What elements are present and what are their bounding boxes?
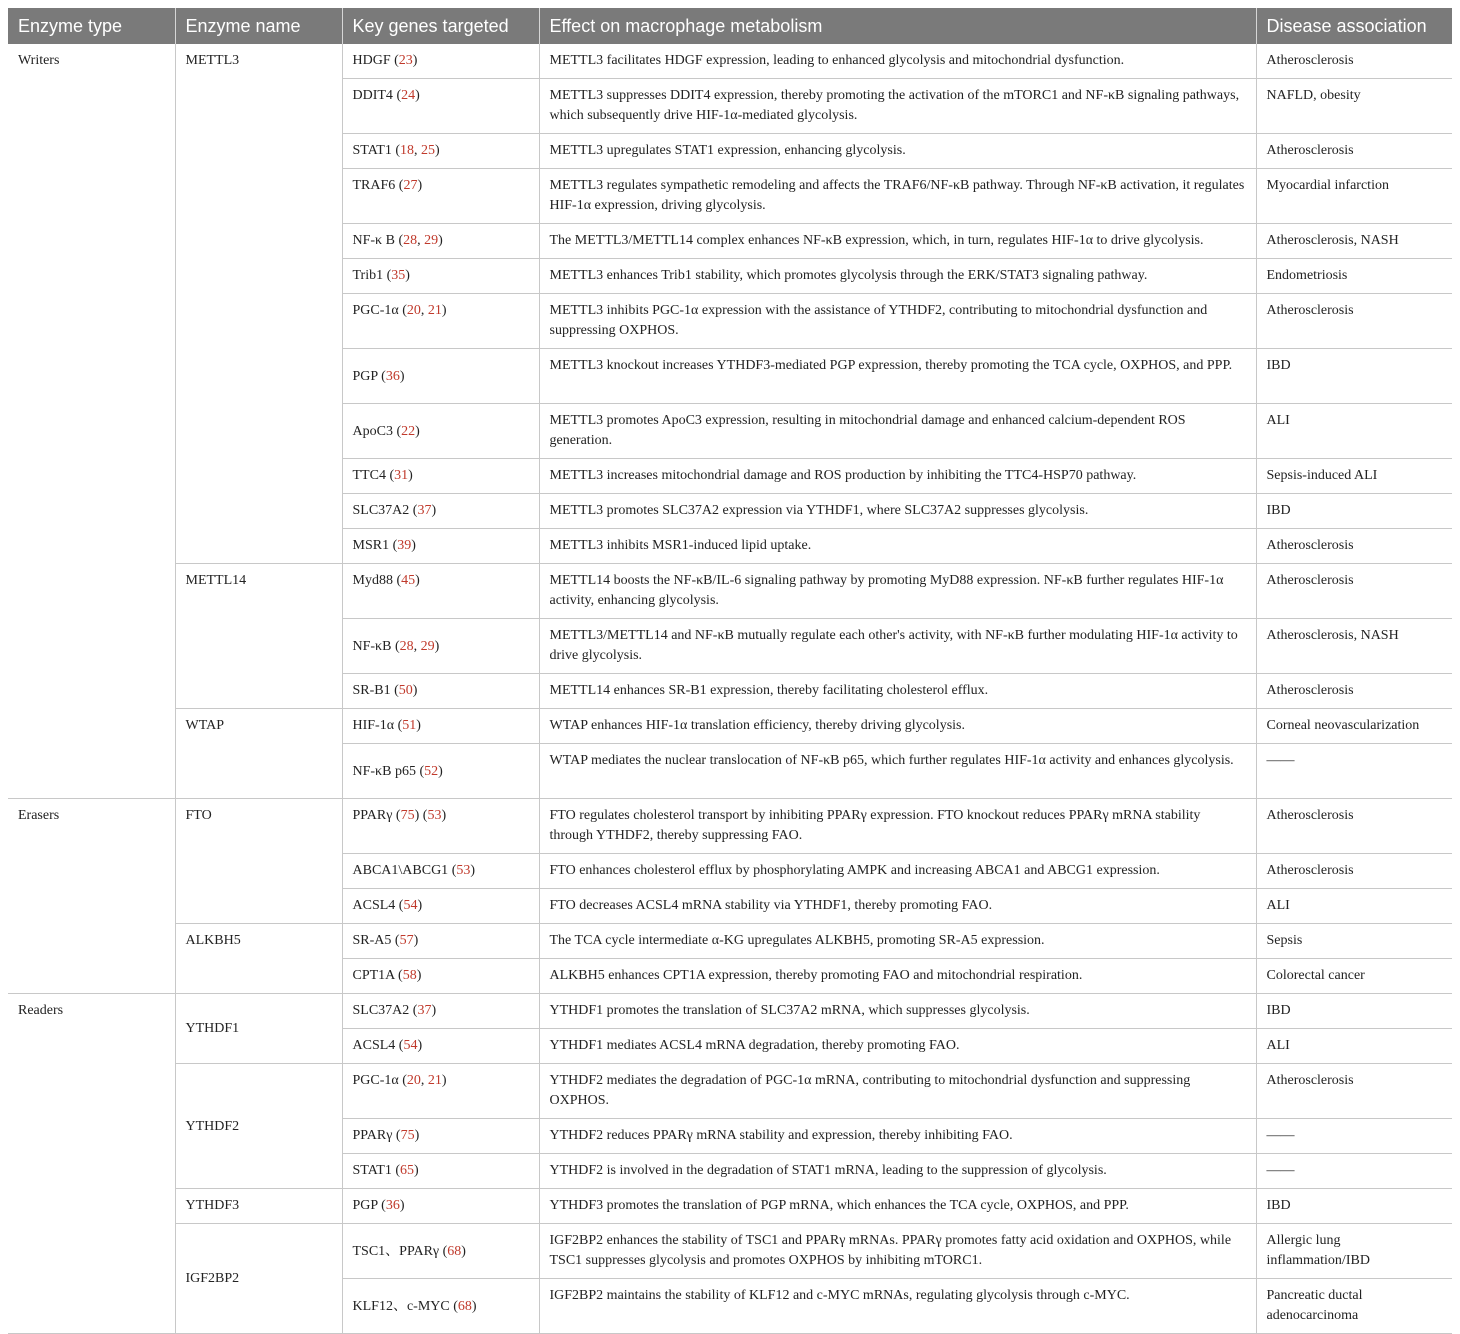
effect-cell: METTL3 suppresses DDIT4 expression, thereby promoting the activation of the mTORC1 and NF-κB signaling pathways, which subsequently drive HIF-1α-mediated glycolysis. [539,79,1256,134]
effect-cell: METTL3 promotes SLC37A2 expression via YTHDF1, where SLC37A2 suppresses glycolysis. [539,494,1256,529]
enzyme-name-cell: YTHDF1 [175,994,342,1064]
disease-cell: Endometriosis [1256,259,1452,294]
disease-cell: Atherosclerosis [1256,44,1452,79]
disease-cell: Atherosclerosis, NASH [1256,619,1452,674]
reference-link[interactable]: 20 [406,1073,421,1088]
gene-cell: Myd88 (45) [342,564,539,619]
header-effect: Effect on macrophage metabolism [539,8,1256,44]
gene-cell: MSR1 (39) [342,529,539,564]
table-row [8,1224,1452,1279]
disease-cell: —— [1256,1154,1452,1189]
gene-name: SR-B1 [352,683,391,698]
enzyme-name-cell: METTL3 [175,44,342,564]
disease-cell: NAFLD, obesity [1256,79,1452,134]
gene-cell: NF-κB p65 (52) [342,744,539,799]
disease-cell: Atherosclerosis [1256,1064,1452,1119]
table-row [8,1189,1452,1224]
gene-cell: PPARγ (75) [342,1119,539,1154]
disease-cell: Myocardial infarction [1256,169,1452,224]
gene-name: SLC37A2 [352,503,410,518]
reference-link[interactable]: 29 [420,638,435,654]
gene-name: CPT1A [352,968,395,983]
header-enzyme-type: Enzyme type [8,8,175,44]
reference-link[interactable]: 58 [402,968,417,983]
effect-cell: METTL3 upregulates STAT1 expression, enhancing glycolysis. [539,134,1256,169]
enzyme-name-cell: WTAP [175,709,342,799]
reference-link[interactable]: 68 [447,1243,462,1259]
reference-link[interactable]: 21 [427,1073,442,1088]
gene-cell: ACSL4 (54) [342,1029,539,1064]
enzyme-type-cell: Erasers [8,799,175,994]
gene-name: NF-κB p65 [352,763,416,779]
reference-link[interactable]: 37 [417,1003,432,1018]
gene-name: PGC-1α [352,1073,399,1088]
reference-link[interactable]: 29 [424,233,439,248]
gene-name: MSR1 [352,538,390,553]
disease-cell: IBD [1256,494,1452,529]
effect-cell: METTL3 regulates sympathetic remodeling and affects the TRAF6/NF-κB pathway. Through NF-κB activation, it regulates HIF-1α expression, driving glycolysis. [539,169,1256,224]
gene-cell: SLC37A2 (37) [342,494,539,529]
disease-cell: Allergic lung inflammation/IBD [1256,1224,1452,1279]
gene-name: Trib1 [352,268,384,283]
gene-cell: TSC1、PPARγ (68) [342,1224,539,1279]
disease-cell: Sepsis [1256,924,1452,959]
gene-name: STAT1 [352,143,392,158]
reference-link[interactable]: 65 [400,1163,414,1178]
disease-cell: Colorectal cancer [1256,959,1452,994]
reference-link[interactable]: 28 [399,638,414,654]
gene-cell: ApoC3 (22) [342,404,539,459]
gene-cell: PGC-1α (20, 21) [342,1064,539,1119]
effect-cell: METTL3 facilitates HDGF expression, leading to enhanced glycolysis and mitochondrial dysfunction. [539,44,1256,79]
disease-cell: —— [1256,744,1452,799]
gene-cell: NF-κ B (28, 29) [342,224,539,259]
enzyme-name-cell: FTO [175,799,342,924]
gene-cell: STAT1 (18, 25) [342,134,539,169]
table-row [8,564,1452,619]
effect-cell: IGF2BP2 enhances the stability of TSC1 and PPARγ mRNAs. PPARγ promotes fatty acid oxidation and OXPHOS, while TSC1 suppresses glycolysis and promotes OXPHOS by inhibiting mTORC1. [539,1224,1256,1279]
gene-cell: PGP (36) [342,349,539,404]
disease-cell: Atherosclerosis [1256,294,1452,349]
disease-cell: Atherosclerosis [1256,529,1452,564]
gene-name: HIF-1α [352,718,395,733]
gene-cell: PPARγ (75) (53) [342,799,539,854]
gene-cell: SLC37A2 (37) [342,994,539,1029]
effect-cell: METTL3 promotes ApoC3 expression, resulting in mitochondrial damage and enhanced calcium-dependent ROS generation. [539,404,1256,459]
effect-cell: WTAP enhances HIF-1α translation efficiency, thereby driving glycolysis. [539,709,1256,744]
reference-link[interactable]: 51 [402,718,417,733]
table-row [8,44,1452,79]
disease-cell: Corneal neovascularization [1256,709,1452,744]
reference-link[interactable]: 75 [400,808,415,823]
table-row [8,1064,1452,1119]
gene-cell: Trib1 (35) [342,259,539,294]
effect-cell: METTL3 inhibits MSR1-induced lipid uptake. [539,529,1256,564]
header-disease: Disease association [1256,8,1452,44]
gene-cell: PGC-1α (20, 21) [342,294,539,349]
gene-name: SLC37A2 [352,1003,410,1018]
table-row [8,709,1452,744]
reference-link[interactable]: 31 [394,468,409,483]
effect-cell: FTO decreases ACSL4 mRNA stability via YTHDF1, thereby promoting FAO. [539,889,1256,924]
gene-name: DDIT4 [352,88,393,103]
enzyme-type-cell: Writers [8,44,175,799]
effect-cell: METTL3 increases mitochondrial damage and ROS production by inhibiting the TTC4-HSP70 pathway. [539,459,1256,494]
reference-link[interactable]: 22 [401,423,416,439]
reference-link[interactable]: 21 [427,303,442,318]
header-enzyme-name: Enzyme name [175,8,342,44]
gene-cell: TRAF6 (27) [342,169,539,224]
gene-name: ACSL4 [352,898,396,913]
gene-name: PGP [352,368,378,384]
effect-cell: METTL14 boosts the NF-κB/IL-6 signaling pathway by promoting MyD88 expression. NF-κB further regulates HIF-1α activity, enhancing glycolysis. [539,564,1256,619]
gene-cell: ABCA1\ABCG1 (53) [342,854,539,889]
gene-name: KLF12、c-MYC [352,1298,450,1314]
gene-cell: SR-B1 (50) [342,674,539,709]
gene-name: TSC1、PPARγ [352,1243,440,1259]
reference-link[interactable]: 24 [401,88,416,103]
reference-link[interactable]: 57 [399,933,414,948]
disease-cell: Atherosclerosis [1256,799,1452,854]
reference-link[interactable]: 45 [401,573,416,588]
effect-cell: YTHDF1 mediates ACSL4 mRNA degradation, thereby promoting FAO. [539,1029,1256,1064]
effect-cell: WTAP mediates the nuclear translocation of NF-κB p65, which further regulates HIF-1α activity and enhances glycolysis. [539,744,1256,799]
disease-cell: Atherosclerosis [1256,674,1452,709]
gene-name: NF-κ B [352,233,395,248]
reference-link[interactable]: 53 [456,863,471,878]
effect-cell: FTO enhances cholesterol efflux by phosphorylating AMPK and increasing ABCA1 and ABCG1 expression. [539,854,1256,889]
effect-cell: METTL3 inhibits PGC-1α expression with the assistance of YTHDF2, contributing to mitochondrial dysfunction and suppressing OXPHOS. [539,294,1256,349]
table-header-row [8,8,1452,44]
gene-cell: CPT1A (58) [342,959,539,994]
effect-cell: The METTL3/METTL14 complex enhances NF-κB expression, which, in turn, regulates HIF-1α to drive glycolysis. [539,224,1256,259]
gene-name: HDGF [352,53,391,68]
gene-name: Myd88 [352,573,393,588]
gene-cell: PGP (36) [342,1189,539,1224]
reference-link[interactable]: 36 [385,368,400,384]
enzyme-type-cell: Readers [8,994,175,1334]
gene-name: PGP [352,1198,378,1213]
gene-name: PPARγ [352,1128,393,1143]
gene-name: STAT1 [352,1163,392,1178]
reference-link[interactable]: 36 [385,1198,400,1213]
disease-cell: ALI [1256,404,1452,459]
disease-cell: IBD [1256,994,1452,1029]
reference-link[interactable]: 53 [427,808,442,823]
disease-cell: Atherosclerosis [1256,854,1452,889]
effect-cell: YTHDF3 promotes the translation of PGP mRNA, which enhances the TCA cycle, OXPHOS, and PPP. [539,1189,1256,1224]
gene-cell: HIF-1α (51) [342,709,539,744]
table-row [8,799,1452,854]
gene-cell: DDIT4 (24) [342,79,539,134]
enzyme-name-cell: IGF2BP2 [175,1224,342,1334]
effect-cell: ALKBH5 enhances CPT1A expression, thereby promoting FAO and mitochondrial respiration. [539,959,1256,994]
gene-cell: SR-A5 (57) [342,924,539,959]
reference-link[interactable]: 28 [403,233,418,248]
reference-link[interactable]: 54 [403,898,418,913]
effect-cell: YTHDF2 reduces PPARγ mRNA stability and expression, thereby inhibiting FAO. [539,1119,1256,1154]
reference-link[interactable]: 27 [403,178,418,193]
gene-cell: TTC4 (31) [342,459,539,494]
disease-cell: Atherosclerosis [1256,564,1452,619]
reference-link[interactable]: 35 [391,268,406,283]
enzyme-name-cell: ALKBH5 [175,924,342,994]
reference-link[interactable]: 52 [424,763,439,779]
disease-cell: Pancreatic ductal adenocarcinoma [1256,1279,1452,1334]
gene-name: NF-κB [352,638,392,654]
gene-name: SR-A5 [352,933,392,948]
disease-cell: ALI [1256,1029,1452,1064]
reference-link[interactable]: 75 [400,1128,415,1143]
reference-link[interactable]: 25 [421,143,435,158]
reference-link[interactable]: 50 [398,683,413,698]
disease-cell: Atherosclerosis [1256,134,1452,169]
reference-link[interactable]: 18 [400,143,414,158]
gene-cell: ACSL4 (54) [342,889,539,924]
effect-cell: YTHDF1 promotes the translation of SLC37A2 mRNA, which suppresses glycolysis. [539,994,1256,1029]
enzyme-table [8,8,1452,1334]
disease-cell: IBD [1256,349,1452,404]
disease-cell: Sepsis-induced ALI [1256,459,1452,494]
reference-link[interactable]: 23 [398,53,413,68]
enzyme-name-cell: YTHDF3 [175,1189,342,1224]
table-row [8,994,1452,1029]
reference-link[interactable]: 54 [403,1038,418,1053]
disease-cell: Atherosclerosis, NASH [1256,224,1452,259]
effect-cell: FTO regulates cholesterol transport by inhibiting PPARγ expression. FTO knockout reduces PPARγ mRNA stability through YTHDF2, thereby suppressing FAO. [539,799,1256,854]
disease-cell: IBD [1256,1189,1452,1224]
effect-cell: METTL3 enhances Trib1 stability, which promotes glycolysis through the ERK/STAT3 signaling pathway. [539,259,1256,294]
effect-cell: METTL3/METTL14 and NF-κB mutually regulate each other's activity, with NF-κB further modulating HIF-1α activity to drive glycolysis. [539,619,1256,674]
effect-cell: YTHDF2 mediates the degradation of PGC-1α mRNA, contributing to mitochondrial dysfunction and suppressing OXPHOS. [539,1064,1256,1119]
reference-link[interactable]: 37 [417,503,432,518]
reference-link[interactable]: 39 [397,538,412,553]
effect-cell: METTL14 enhances SR-B1 expression, thereby facilitating cholesterol efflux. [539,674,1256,709]
gene-name: PPARγ [352,808,393,823]
gene-name: ACSL4 [352,1038,396,1053]
effect-cell: YTHDF2 is involved in the degradation of STAT1 mRNA, leading to the suppression of glycolysis. [539,1154,1256,1189]
disease-cell: ALI [1256,889,1452,924]
gene-cell: STAT1 (65) [342,1154,539,1189]
effect-cell: IGF2BP2 maintains the stability of KLF12 and c-MYC mRNAs, regulating glycolysis through c-MYC. [539,1279,1256,1334]
gene-cell: NF-κB (28, 29) [342,619,539,674]
gene-name: ApoC3 [352,423,393,439]
gene-name: TRAF6 [352,178,396,193]
disease-cell: —— [1256,1119,1452,1154]
enzyme-name-cell: METTL14 [175,564,342,709]
gene-name: PGC-1α [352,303,399,318]
gene-name: ABCA1\ABCG1 [352,863,449,878]
gene-name: TTC4 [352,468,386,483]
effect-cell: The TCA cycle intermediate α-KG upregulates ALKBH5, promoting SR-A5 expression. [539,924,1256,959]
table-row [8,924,1452,959]
header-key-genes: Key genes targeted [342,8,539,44]
gene-cell: HDGF (23) [342,44,539,79]
reference-link[interactable]: 68 [457,1298,472,1314]
enzyme-name-cell: YTHDF2 [175,1064,342,1189]
effect-cell: METTL3 knockout increases YTHDF3-mediated PGP expression, thereby promoting the TCA cycle, OXPHOS, and PPP. [539,349,1256,404]
reference-link[interactable]: 20 [406,303,421,318]
gene-cell: KLF12、c-MYC (68) [342,1279,539,1334]
